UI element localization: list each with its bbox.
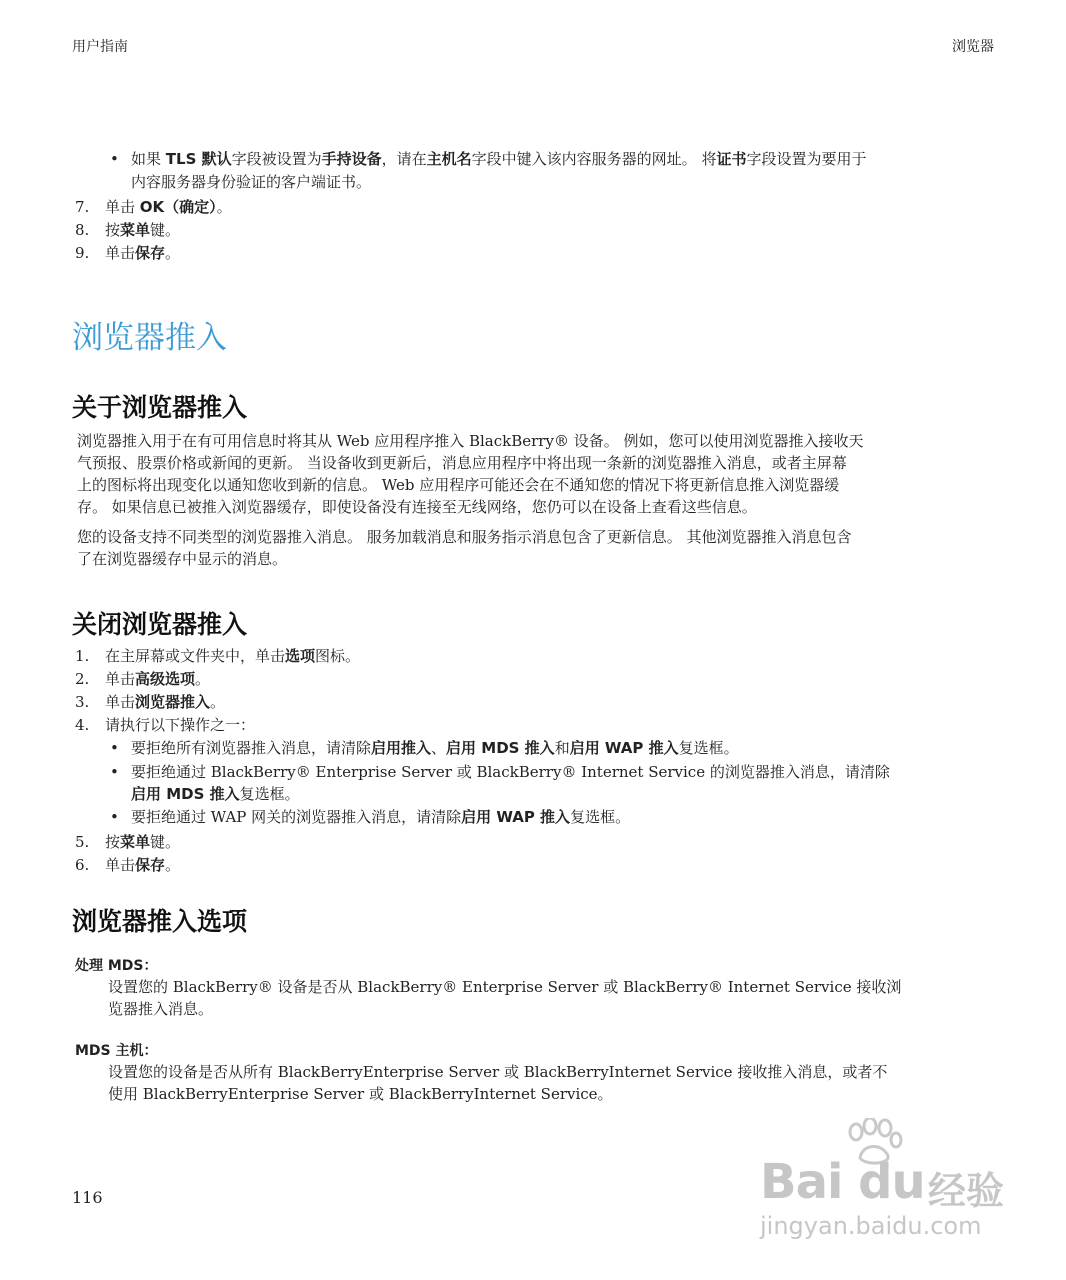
step-number: 6. (75, 856, 90, 874)
intro-bullet-line2: 内容服务器身份验证的客户端证书。 (131, 173, 372, 191)
intro-step-9: 单击保存。 (105, 244, 181, 262)
header-right: 浏览器 (952, 39, 994, 55)
turn-off-step-4: 请执行以下操作之一： (105, 716, 256, 734)
step-number: 7. (75, 198, 90, 216)
turn-off-step-5: 按菜单键。 (105, 833, 181, 851)
intro-step-7: 单击 OK（确定）。 (105, 198, 232, 216)
section-title: 浏览器推入 (72, 320, 227, 356)
turn-off-bullet-3: 要拒绝通过 WAP 网关的浏览器推入消息，请清除启用 WAP 推入复选框。 (131, 808, 631, 826)
intro-step-8: 按菜单键。 (105, 221, 181, 239)
step-number: 3. (75, 693, 90, 711)
step-number: 5. (75, 833, 90, 851)
option-term-1: 处理 MDS： (75, 958, 158, 974)
baidu-watermark (760, 1118, 1010, 1238)
step-number: 8. (75, 221, 90, 239)
intro-bullet-line1: 如果 TLS 默认字段被设置为手持设备，请在主机名字段中键入该内容服务器的网址。 将证书字段设置为要用于 (131, 150, 867, 168)
step-number: 1. (75, 647, 90, 665)
about-paragraph-2: 您的设备支持不同类型的浏览器推入消息。 服务加载消息和服务指示消息包含了更新信息。 其他浏览器推入消息包含 了在浏览器缓存中显示的消息。 (77, 528, 852, 568)
watermark-brand-cn: 经验 (928, 1169, 1005, 1213)
turn-off-step-2: 单击高级选项。 (105, 670, 211, 688)
step-number: 4. (75, 716, 90, 734)
about-heading: 关于浏览器推入 (72, 393, 248, 422)
option-def-2: 设置您的设备是否从所有 BlackBerryEnterprise Server 或 BlackBerryInternet Service 接收推入消息，或者不 使用 BlackBerryEnterprise Server 或 BlackBerryInternet Service。 (108, 1063, 888, 1103)
step-number: 2. (75, 670, 90, 688)
turn-off-step-3: 单击浏览器推入。 (105, 693, 226, 711)
bullet-dot: • (110, 763, 119, 781)
turn-off-bullet-2-line1: 要拒绝通过 BlackBerry® Enterprise Server 或 BlackBerry® Internet Service 的浏览器推入消息，请清除 (131, 763, 890, 781)
turn-off-step-1: 在主屏幕或文件夹中，单击选项图标。 (105, 647, 361, 665)
bullet-dot: • (110, 808, 119, 826)
turn-off-heading: 关闭浏览器推入 (72, 610, 248, 639)
options-heading: 浏览器推入选项 (72, 907, 248, 936)
turn-off-bullet-1: 要拒绝所有浏览器推入消息，请清除启用推入、启用 MDS 推入和启用 WAP 推入复选框。 (131, 739, 739, 757)
header-left: 用户指南 (72, 39, 128, 55)
option-def-1: 设置您的 BlackBerry® 设备是否从 BlackBerry® Enterprise Server 或 BlackBerry® Internet Service 接收浏 览器推入消息。 (108, 978, 902, 1018)
turn-off-bullet-2-line2: 启用 MDS 推入复选框。 (131, 785, 300, 803)
bullet-dot: • (110, 150, 119, 168)
watermark-brand: Bai du (760, 1154, 925, 1210)
about-paragraph-1: 浏览器推入用于在有可用信息时将其从 Web 应用程序推入 BlackBerry® 设备。 例如，您可以使用浏览器推入接收天 气预报、股票价格或新闻的更新。 当设备收到更新后，消息应用程序中将出现一条新的浏览器推入消息，或者主屏幕 上的图标将出现变化以通知您收到新的信息。 Web 应用程序可能还会在不通知您的情况下将更新信息推入浏览器缓 存。 如果信息已被推入浏览器缓存，即使设备没有连接至无线网络，您仍可以在设备上查看这些信息。 (77, 432, 864, 516)
option-term-2: MDS 主机： (75, 1043, 158, 1059)
bullet-dot: • (110, 739, 119, 757)
step-number: 9. (75, 244, 90, 262)
turn-off-step-6: 单击保存。 (105, 856, 181, 874)
watermark-url: jingyan.baidu.com (760, 1212, 982, 1240)
page-number: 116 (72, 1188, 103, 1207)
